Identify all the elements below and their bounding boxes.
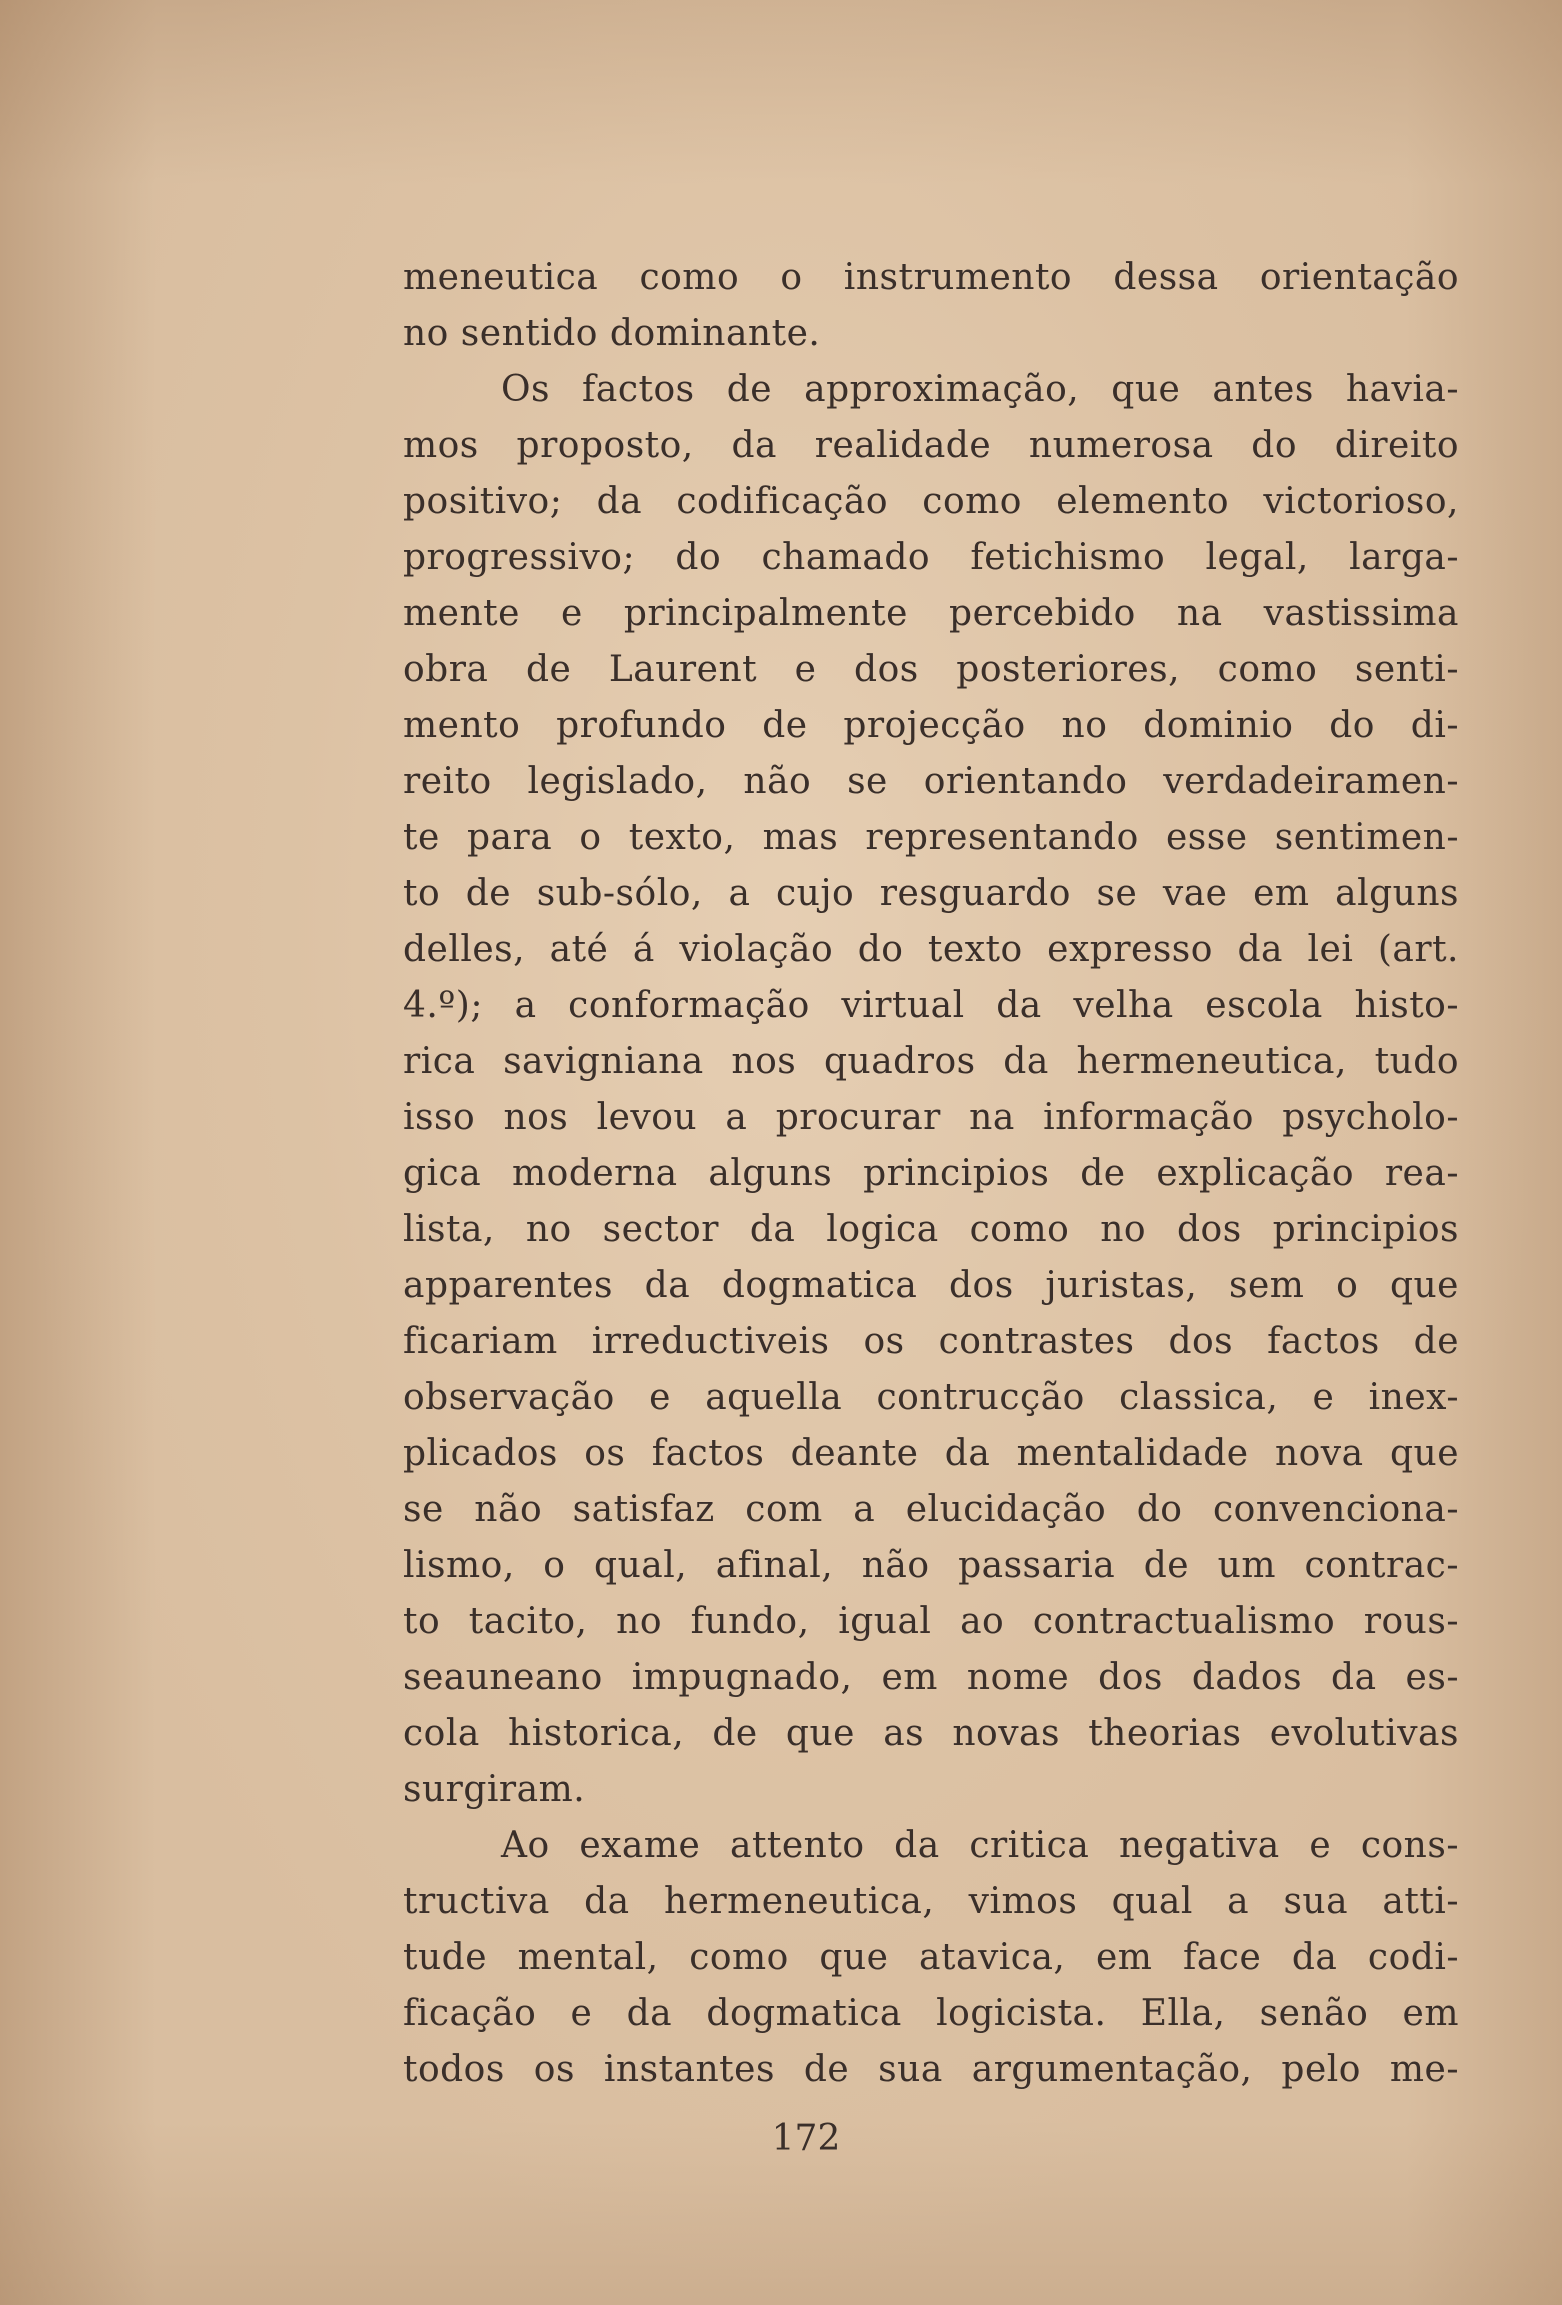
text-line: lismo, o qual, afinal, não passaria de um contrac- [403,1545,1459,1586]
text-line: observação e aquella contrucção classica, e inex- [403,1377,1459,1418]
text-line: plicados os factos deante da mentalidade nova que [403,1433,1459,1474]
text-line: mente e principalmente percebido na vastissima [403,593,1459,634]
text-line: se não satisfaz com a elucidação do convenciona- [403,1489,1459,1530]
text-line: to tacito, no fundo, igual ao contractualismo rous- [403,1601,1459,1642]
text-line: cola historica, de que as novas theorias evolutivas [403,1713,1459,1754]
text-line: progressivo; do chamado fetichismo legal, larga- [403,537,1459,578]
text-line: te para o texto, mas representando esse sentimen- [403,817,1459,858]
text-line: meneutica como o instrumento dessa orientação [403,257,1459,298]
text-line: no sentido dominante. [403,313,821,354]
text-line: lista, no sector da logica como no dos principios [403,1209,1459,1250]
text-line: obra de Laurent e dos posteriores, como senti- [403,649,1459,690]
text-line: tude mental, como que atavica, em face da codi- [403,1937,1459,1978]
text-line: surgiram. [403,1769,586,1810]
text-line: 4.º); a conformação virtual da velha escola histo- [403,985,1459,1026]
text-line: apparentes da dogmatica dos juristas, sem o que [403,1265,1459,1306]
text-line: reito legislado, não se orientando verdadeiramen- [403,761,1459,802]
text-line: rica savigniana nos quadros da hermeneutica, tudo [403,1041,1459,1082]
body-text [403,250,1459,2098]
text-line: ficariam irreductiveis os contrastes dos factos de [403,1321,1459,1362]
text-line: todos os instantes de sua argumentação, pelo me- [403,2049,1459,2090]
text-line: Os factos de approximação, que antes havia- [501,369,1459,410]
text-line: mento profundo de projecção no dominio do di- [403,705,1459,746]
text-line: ficação e da dogmatica logicista. Ella, senão em [403,1993,1459,2034]
text-line: gica moderna alguns principios de explicação rea- [403,1153,1459,1194]
text-line: to de sub-sólo, a cujo resguardo se vae em alguns [403,873,1459,914]
text-line: mos proposto, da realidade numerosa do direito [403,425,1459,466]
text-line: positivo; da codificação como elemento victorioso, [403,481,1459,522]
page-number: 172 [771,2118,841,2159]
text-line: isso nos levou a procurar na informação psycholo- [403,1097,1459,1138]
text-line: seauneano impugnado, em nome dos dados da es- [403,1657,1459,1698]
text-line: delles, até á violação do texto expresso da lei (art. [403,929,1459,970]
text-line: tructiva da hermeneutica, vimos qual a sua atti- [403,1881,1459,1922]
text-line: Ao exame attento da critica negativa e cons- [501,1825,1459,1866]
